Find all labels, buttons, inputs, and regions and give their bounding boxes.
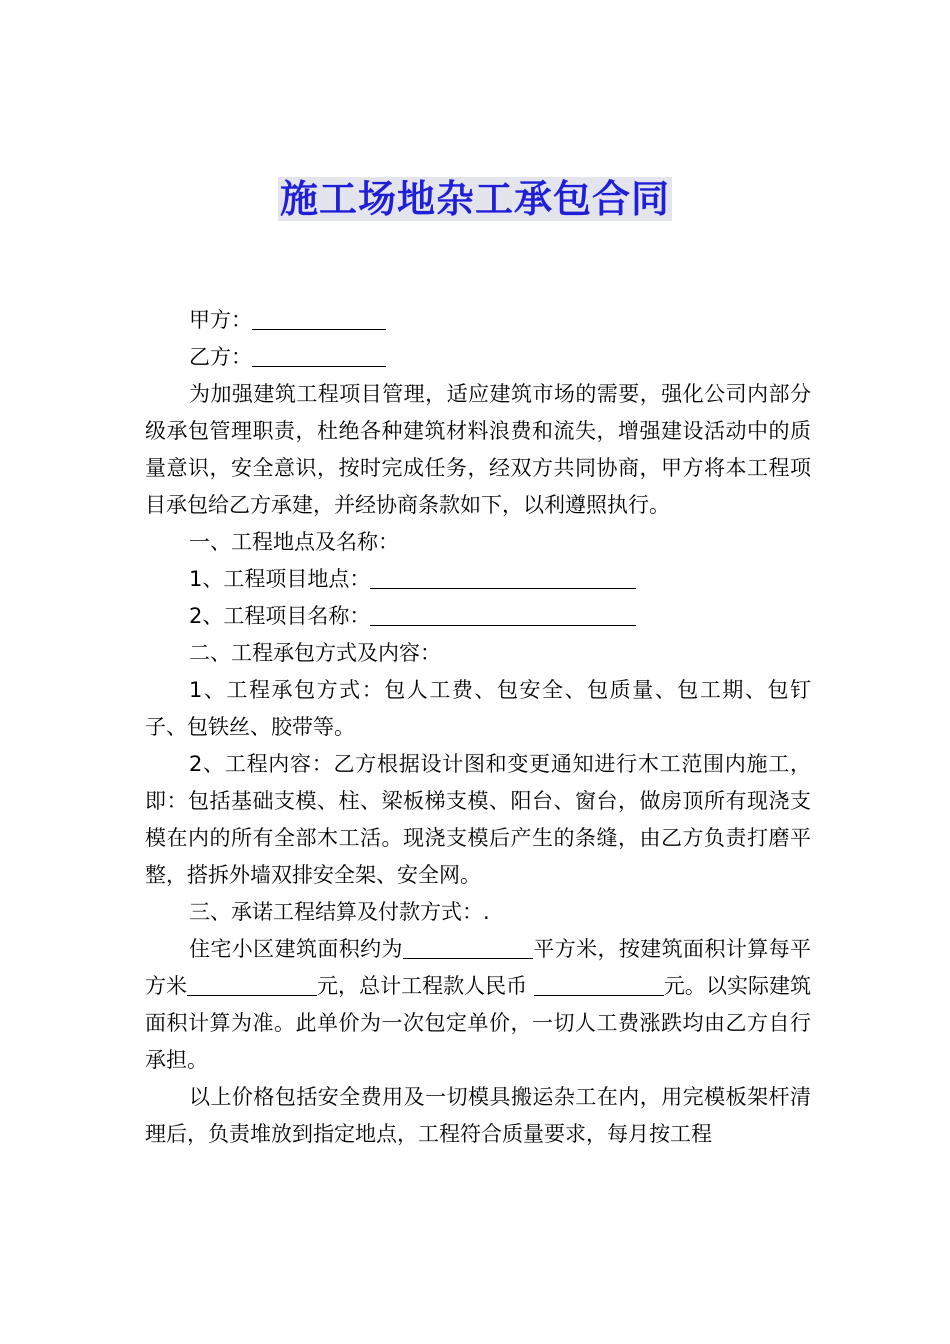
party-b-line [145,339,811,376]
document-body [145,302,811,1153]
area-text-2: 平方米，按建筑面积计算每平方米 [145,937,812,998]
title-text: 施工场地杂工承包合同 [279,177,670,221]
total-amount-blank [534,973,664,996]
party-a-line [145,302,811,339]
area-text-1: 住宅小区建筑面积约为 [189,937,403,961]
project-location-blank [370,566,636,589]
party-b-blank [252,344,386,367]
settlement-paragraph [145,931,811,1079]
project-name-line [145,598,811,635]
price-note-paragraph: 以上价格包括安全费用及一切模具搬运杂工在内，用完模板架杆清理后，负责堆放到指定地点，工程符合质量要求，每月按工程 [145,1085,811,1146]
party-a-blank [252,307,386,330]
project-location-line [145,561,811,598]
unit-price-blank [187,973,317,996]
project-name-blank [370,603,636,626]
project-location-label: 1、工程项目地点： [189,567,371,591]
area-text-4: 元。以实际建筑面积计算为准。此单价为一次包定单价，一切人工费涨跌均由乙方自行承担。 [145,974,812,1072]
project-name-label: 2、工程项目名称： [189,604,371,628]
contract-method-paragraph: 1、工程承包方式：包人工费、包安全、包质量、包工期、包钉子、包铁丝、胶带等。 [145,678,811,739]
section2-heading: 二、工程承包方式及内容： [189,641,441,665]
area-blank [403,936,533,959]
section3-heading: 三、承诺工程结算及付款方式：. [189,900,490,924]
party-a-label: 甲方： [189,308,252,332]
party-b-label: 乙方： [189,345,252,369]
section1-heading: 一、工程地点及名称： [189,530,399,554]
document-title [0,172,950,226]
work-content-paragraph: 2、工程内容：乙方根据设计图和变更通知进行木工范围内施工，即：包括基础支模、柱、梁板梯支模、阳台、窗台，做房顶所有现浇支模在内的所有全部木工活。现浇支模后产生的条缝，由乙方负责打磨平整，搭拆外墙双排安全架、安全网。 [145,752,811,887]
intro-paragraph: 为加强建筑工程项目管理，适应建筑市场的需要，强化公司内部分级承包管理职责，杜绝各种建筑材料浪费和流失，增强建设活动中的质量意识，安全意识，按时完成任务，经双方共同协商，甲方将本工程项目承包给乙方承建，并经协商条款如下，以利遵照执行。 [145,382,811,517]
area-text-3: 元，总计工程款人民币 [317,974,528,998]
